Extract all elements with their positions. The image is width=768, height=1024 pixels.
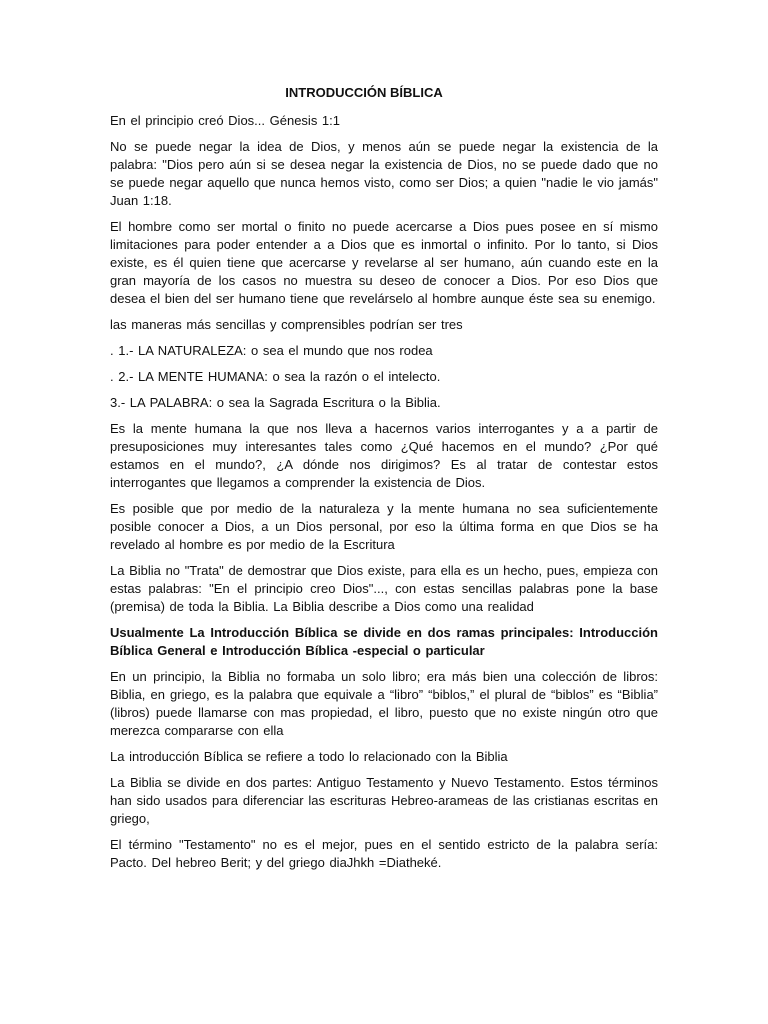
paragraph: Es la mente humana la que nos lleva a hacernos varios interrogantes y a a partir de presuposiciones muy interesantes tales como ¿Qué hacemos en el mundo? ¿Por qué estamos en el mundo?, ¿A dónde nos dirigimos? Es al tratar de contestar estos interrogantes que llegamos a comprender la existencia de Dios. xyxy=(110,421,658,490)
paragraph-list xyxy=(110,112,658,872)
paragraph: . 2.- LA MENTE HUMANA: o sea la razón o el intelecto. xyxy=(110,369,441,384)
paragraph: 3.- LA PALABRA: o sea la Sagrada Escritura o la Biblia. xyxy=(110,395,441,410)
paragraph: En un principio, la Biblia no formaba un solo libro; era más bien una colección de libros: Biblia, en griego, es la palabra que equivale a “libro” “biblos,” el plural de “biblos” es “Biblia” (libros) puede llamarse con mas propiedad, el libro, puesto que no existe ningún otro que merezca compararse con ella xyxy=(110,669,658,738)
paragraph: Usualmente La Introducción Bíblica se divide en dos ramas principales: Introducción Bíblica General e Introducción Bíblica -especial o particular xyxy=(110,625,658,658)
paragraph: Es posible que por medio de la naturaleza y la mente humana no sea suficientemente posible conocer a Dios, a un Dios personal, por eso la última forma en que Dios se ha revelado al hombre es por medio de la Escritura xyxy=(110,501,658,552)
paragraph: . 1.- LA NATURALEZA: o sea el mundo que nos rodea xyxy=(110,343,433,358)
paragraph: El término "Testamento" no es el mejor, pues en el sentido estricto de la palabra sería: Pacto. Del hebreo Berit; y del griego diaJhkh =Diathеké. xyxy=(110,837,658,870)
paragraph: No se puede negar la idea de Dios, y menos aún se puede negar la existencia de la palabra: "Dios pero aún si se desea negar la existencia de Dios, no se puede dado que no se puede negar aquello que nunca hemos visto, como ser Dios; a quien "nadie le vio jamás" Juan 1:18. xyxy=(110,139,658,208)
paragraph: La introducción Bíblica se refiere a todo lo relacionado con la Biblia xyxy=(110,749,508,764)
paragraph: La Biblia se divide en dos partes: Antiguo Testamento y Nuevo Testamento. Estos términos han sido usados para diferenciar las escrituras Hebreo-arameas de las cristianas escritas en griego, xyxy=(110,775,658,826)
document-title: INTRODUCCIÓN BÍBLICA xyxy=(285,85,443,100)
paragraph: La Biblia no "Trata" de demostrar que Dios existe, para ella es un hecho, pues, empieza con estas palabras: "En el principio creo Dios"..., con estas sencillas palabras pone la base (premisa) de toda la Biblia. La Biblia describe a Dios como una realidad xyxy=(110,563,658,614)
paragraph: las maneras más sencillas y comprensibles podrían ser tres xyxy=(110,317,463,332)
document-body xyxy=(110,84,658,880)
paragraph: En el principio creó Dios... Génesis 1:1 xyxy=(110,113,340,128)
paragraph: El hombre como ser mortal o finito no puede acercarse a Dios pues posee en sí mismo limitaciones para poder entender a a Dios que es inmortal o infinito. Por lo tanto, si Dios existe, es él quien tiene que acercarse y revelarse al ser humano, aún cuando este en la gran mayoría de los casos no muestra su deseo de conocer a Dios. Por eso Dios que desea el bien del ser humano tiene que revelárselo al hombre aunque éste sea su enemigo. xyxy=(110,219,658,306)
